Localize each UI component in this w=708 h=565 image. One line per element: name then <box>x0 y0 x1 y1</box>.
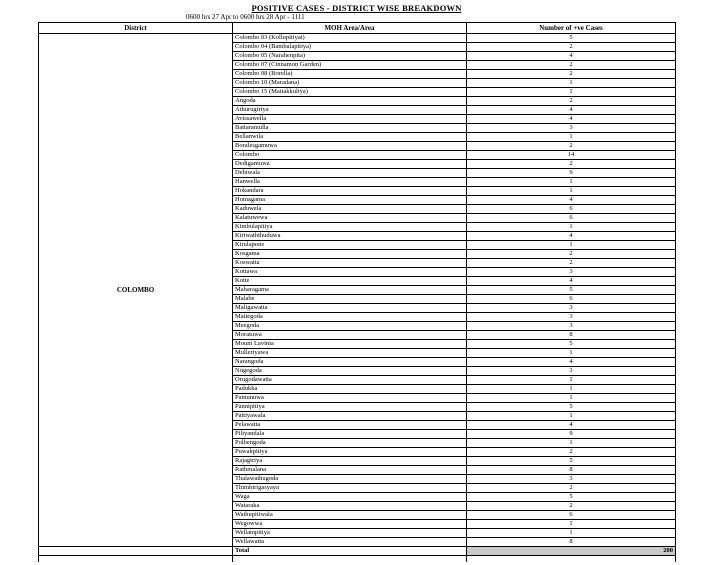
cases-count-cell: 3 <box>467 475 676 484</box>
moh-area-cell: Maharagama <box>233 286 467 295</box>
moh-area-cell: Rajagiriya <box>233 457 467 466</box>
cases-count-cell: 4 <box>467 196 676 205</box>
moh-area-cell: Pelawatta <box>233 421 467 430</box>
report-period: 0600 hrs 27 Apr to 0600 hrs 28 Apr - 1111 <box>186 13 305 21</box>
moh-area-cell: Mattegoda <box>233 313 467 322</box>
cases-count-cell: 2 <box>467 43 676 52</box>
cases-count-cell: 1 <box>467 385 676 394</box>
cases-count-cell: 1 <box>467 88 676 97</box>
moh-area-cell: Colombo 15 (Mattakkuliya) <box>233 88 467 97</box>
cases-count-cell: 2 <box>467 250 676 259</box>
cases-count-cell: 3 <box>467 322 676 331</box>
moh-area-cell: Kimbulapitiya <box>233 223 467 232</box>
moh-area-cell: Kalatuwewa <box>233 214 467 223</box>
cases-count-cell: 1 <box>467 178 676 187</box>
moh-area-cell: Hanwella <box>233 178 467 187</box>
cases-count-cell: 6 <box>467 214 676 223</box>
cases-count-cell: 2 <box>467 484 676 493</box>
moh-area-cell: Wataraka <box>233 502 467 511</box>
cases-count-cell: 9 <box>467 169 676 178</box>
moh-area-cell: Wellawatta <box>233 538 467 547</box>
cases-count-cell: 1 <box>467 376 676 385</box>
cutoff-cell <box>467 556 676 562</box>
moh-area-cell: Rathmalana <box>233 466 467 475</box>
cases-count-cell: 2 <box>467 61 676 70</box>
cases-count-cell: 14 <box>467 151 676 160</box>
moh-area-cell: Mount Lavinia <box>233 340 467 349</box>
cases-count-cell: 1 <box>467 133 676 142</box>
moh-area-cell: Maligawatta <box>233 304 467 313</box>
moh-area-cell: Colombo 10 (Maradana) <box>233 79 467 88</box>
cases-count-cell: 4 <box>467 232 676 241</box>
total-row <box>39 547 676 556</box>
moh-area-cell: Thimbirigasyaya <box>233 484 467 493</box>
cases-count-cell: 2 <box>467 97 676 106</box>
cases-count-cell: 5 <box>467 403 676 412</box>
moh-area-cell: Colombo 08 (Borella) <box>233 70 467 79</box>
moh-area-cell: Moratuwa <box>233 331 467 340</box>
col-header-moh-area: MOH Area/Area <box>233 23 467 34</box>
moh-area-cell: Wathupitiwala <box>233 511 467 520</box>
cases-count-cell: 2 <box>467 160 676 169</box>
cases-count-cell: 8 <box>467 331 676 340</box>
moh-area-cell: Pamunuwa <box>233 394 467 403</box>
moh-area-cell: Avissawella <box>233 115 467 124</box>
total-label-cell: Total <box>233 547 467 556</box>
cases-count-cell: 5 <box>467 493 676 502</box>
moh-area-cell: Kirulapone <box>233 241 467 250</box>
moh-area-cell: Nugegoda <box>233 367 467 376</box>
moh-area-cell: Colombo <box>233 151 467 160</box>
district-empty-cell <box>39 547 233 556</box>
moh-area-cell: Piliyandala <box>233 430 467 439</box>
cases-count-cell: 1 <box>467 241 676 250</box>
moh-area-cell: Padukka <box>233 385 467 394</box>
col-header-district: District <box>39 23 233 34</box>
moh-area-cell: Orugodawatta <box>233 376 467 385</box>
cases-count-cell: 8 <box>467 466 676 475</box>
moh-area-cell: Dedigamuwa <box>233 160 467 169</box>
positive-cases-table <box>38 22 676 562</box>
cases-count-cell: 2 <box>467 142 676 151</box>
cases-count-cell: 1 <box>467 79 676 88</box>
cases-count-cell: 2 <box>467 502 676 511</box>
cases-count-cell: 1 <box>467 412 676 421</box>
moh-area-cell: Kiriwaththuduwa <box>233 232 467 241</box>
moh-area-cell: Kaduwela <box>233 205 467 214</box>
cases-count-cell: 2 <box>467 259 676 268</box>
moh-area-cell: Wellampitiya <box>233 529 467 538</box>
cases-count-cell: 5 <box>467 34 676 43</box>
moh-area-cell: Kosgama <box>233 250 467 259</box>
cases-count-cell: 3 <box>467 124 676 133</box>
moh-area-cell: Battaramulla <box>233 124 467 133</box>
cases-count-cell: 1 <box>467 529 676 538</box>
moh-area-cell: Angoda <box>233 97 467 106</box>
cutoff-cell <box>39 556 233 562</box>
cases-count-cell: 3 <box>467 313 676 322</box>
moh-area-cell: Koswatta <box>233 259 467 268</box>
cutoff-row <box>39 556 676 562</box>
page-title: POSITIVE CASES - DISTRICT WISE BREAKDOWN <box>251 3 462 13</box>
table-header-row <box>39 23 676 34</box>
moh-area-cell: Colombo 04 (Bambalapitiya) <box>233 43 467 52</box>
cases-count-cell: 2 <box>467 448 676 457</box>
district-cell: COLOMBO <box>39 34 233 547</box>
cases-count-cell: 8 <box>467 538 676 547</box>
cases-count-cell: 4 <box>467 52 676 61</box>
cases-count-cell: 4 <box>467 106 676 115</box>
cases-count-cell: 1 <box>467 520 676 529</box>
cases-count-cell: 6 <box>467 205 676 214</box>
moh-area-cell: Polhengoda <box>233 439 467 448</box>
moh-area-cell: Hokandara <box>233 187 467 196</box>
cases-count-cell: 1 <box>467 187 676 196</box>
cases-count-cell: 1 <box>467 439 676 448</box>
moh-area-cell: Boralesgamuwa <box>233 142 467 151</box>
moh-area-cell: Colombo 07 (Cinnamon Garden) <box>233 61 467 70</box>
cases-count-cell: 5 <box>467 286 676 295</box>
moh-area-cell: Pattiyawala <box>233 412 467 421</box>
moh-area-cell: Meegoda <box>233 322 467 331</box>
cutoff-cell <box>233 556 467 562</box>
cases-count-cell: 6 <box>467 295 676 304</box>
moh-area-cell: Colombo 03 (Kollupitiyat) <box>233 34 467 43</box>
cases-count-cell: 4 <box>467 358 676 367</box>
moh-area-cell: Narangoda <box>233 358 467 367</box>
cases-count-cell: 1 <box>467 394 676 403</box>
cases-count-cell: 4 <box>467 115 676 124</box>
moh-area-cell: Athurugiriya <box>233 106 467 115</box>
moh-area-cell: Homagama <box>233 196 467 205</box>
moh-area-cell: Dehiwala <box>233 169 467 178</box>
moh-area-cell: Thalawathugoda <box>233 475 467 484</box>
cases-count-cell: 3 <box>467 367 676 376</box>
cases-count-cell: 4 <box>467 421 676 430</box>
moh-area-cell: Waga <box>233 493 467 502</box>
moh-area-cell: Pannipitiya <box>233 403 467 412</box>
cases-count-cell: 5 <box>467 340 676 349</box>
cases-count-cell: 5 <box>467 457 676 466</box>
moh-area-cell: Wegowwa <box>233 520 467 529</box>
moh-area-cell: Mulleriyawa <box>233 349 467 358</box>
col-header-cases: Number of +ve Cases <box>467 23 676 34</box>
moh-area-cell: Kottawa <box>233 268 467 277</box>
cases-count-cell: 2 <box>467 70 676 79</box>
cases-count-cell: 3 <box>467 304 676 313</box>
total-value-cell: 200 <box>467 547 676 556</box>
cases-count-cell: 1 <box>467 223 676 232</box>
moh-area-cell: Malabe <box>233 295 467 304</box>
table-row <box>39 34 676 43</box>
moh-area-cell: Colombo 05 (Narahenpita) <box>233 52 467 61</box>
moh-area-cell: Bellanwila <box>233 133 467 142</box>
cases-count-cell: 9 <box>467 430 676 439</box>
cases-count-cell: 1 <box>467 349 676 358</box>
cases-count-cell: 6 <box>467 511 676 520</box>
cases-count-cell: 4 <box>467 277 676 286</box>
cases-count-cell: 3 <box>467 268 676 277</box>
moh-area-cell: Kotte <box>233 277 467 286</box>
moh-area-cell: Puwakpitiya <box>233 448 467 457</box>
